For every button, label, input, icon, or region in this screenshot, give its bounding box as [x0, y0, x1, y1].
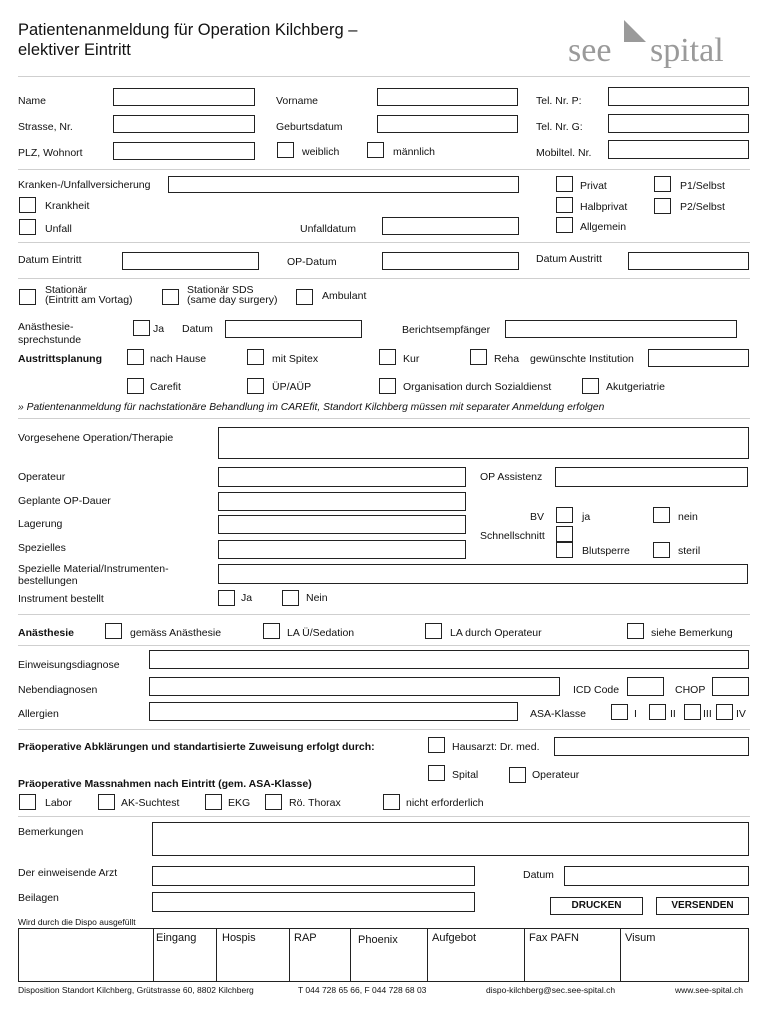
dispo-column-divider — [427, 928, 428, 982]
dispo-column-eingang: Eingang — [156, 932, 197, 944]
siehe-bemerkung-label: siehe Bemerkung — [651, 627, 733, 639]
dispo-column-divider — [289, 928, 290, 982]
logo-sail-icon — [622, 18, 648, 48]
name-input[interactable] — [113, 88, 255, 106]
op-dauer-label: Geplante OP-Dauer — [18, 495, 111, 507]
datum-eintritt-label: Datum Eintritt — [18, 254, 82, 266]
plz-input[interactable] — [113, 142, 255, 160]
spital-label: Spital — [452, 769, 479, 781]
dispo-column-divider — [524, 928, 525, 982]
ak-suchtest-checkbox[interactable] — [98, 794, 115, 810]
see-spital-logo — [566, 16, 756, 69]
privat-label: Privat — [580, 180, 607, 192]
operateur-input[interactable] — [218, 467, 466, 487]
carefit-label: Carefit — [150, 381, 181, 393]
anaesthesie-sprechstunde-label: Anästhesie- — [18, 321, 74, 333]
gemaess-anaesthesie-label: gemäss Anästhesie — [130, 627, 222, 639]
ja-label: ja — [582, 511, 591, 523]
title-line-2: elektiver Eintritt — [18, 41, 131, 59]
carefit-note: » Patientenanmeldung für nachstationäre Behandlung im CAREfit, Standort Kilchberg müssen mit separater Anmeldung erfolgen — [18, 402, 605, 413]
op-assistenz-label: OP Assistenz — [480, 471, 543, 483]
page-title — [18, 20, 357, 60]
dispo-column-hospis: Hospis — [222, 932, 256, 944]
p2-label: P2/Selbst — [680, 201, 725, 213]
divider — [18, 614, 750, 615]
strasse-input[interactable] — [113, 115, 255, 133]
spezielles-label: Spezielles — [18, 542, 66, 554]
footer-address: Disposition Standort Kilchberg, Grütstrasse 60, 8802 Kilchberg — [18, 985, 254, 995]
instrument-ja-checkbox[interactable] — [218, 590, 235, 606]
ekg-label: EKG — [228, 797, 251, 809]
kur-label: Kur — [403, 353, 420, 365]
divider — [18, 816, 750, 817]
sds-label: Stationär SDS — [187, 284, 254, 296]
einweisender-arzt-input[interactable] — [152, 866, 475, 886]
uep-checkbox[interactable] — [247, 378, 264, 394]
mit-spitex-label: mit Spitex — [272, 353, 319, 365]
asa-i-checkbox[interactable] — [611, 704, 628, 720]
bv-checkbox[interactable] — [556, 507, 573, 523]
op-datum-input[interactable] — [382, 252, 519, 270]
gewuenschte-institution-input[interactable] — [648, 349, 749, 367]
blutsperre-label: Blutsperre — [582, 545, 630, 557]
divider — [18, 418, 750, 419]
name-label: Name — [18, 95, 47, 107]
op-datum-label: OP-Datum — [287, 256, 337, 268]
beilagen-input[interactable] — [152, 892, 475, 912]
allgemein-label: Allgemein — [580, 221, 627, 233]
p1-checkbox[interactable] — [654, 176, 671, 192]
anaesthesie-sprechstunde-sub-label: sprechstunde — [18, 334, 82, 346]
spital-checkbox[interactable] — [428, 765, 445, 781]
dispo-column-phoenix: Phoenix — [358, 934, 398, 946]
logo-text-see: see — [568, 32, 612, 69]
tel-p-label: Tel. Nr. P: — [536, 95, 582, 107]
divider — [18, 242, 750, 243]
reha-label: Reha — [494, 353, 520, 365]
asa-iii-checkbox[interactable] — [684, 704, 701, 720]
mobiltel-label: Mobiltel. Nr. — [536, 147, 592, 159]
preop-operateur-checkbox[interactable] — [509, 767, 526, 783]
tel-g-input[interactable] — [608, 114, 749, 133]
weiblich-label: weiblich — [302, 146, 340, 158]
akutgeriatrie-checkbox[interactable] — [582, 378, 599, 394]
krankheit-label: Krankheit — [45, 200, 90, 212]
hausarzt-input[interactable] — [554, 737, 749, 756]
footer-web[interactable]: www.see-spital.ch — [675, 985, 744, 995]
nebendiagnosen-label: Nebendiagnosen — [18, 684, 98, 696]
spezielles-input[interactable] — [218, 540, 466, 559]
material-sub-label: bestellungen — [18, 575, 78, 587]
sds-sub-label: (same day surgery) — [187, 294, 278, 306]
sds-checkbox[interactable] — [162, 289, 179, 305]
einweisungsdiagnose-label: Einweisungsdiagnose — [18, 659, 120, 671]
allergien-input[interactable] — [149, 702, 518, 721]
datum-austritt-label: Datum Austritt — [536, 253, 602, 265]
p2-checkbox[interactable] — [654, 198, 671, 214]
steril-checkbox[interactable] — [653, 542, 670, 558]
roe-thorax-checkbox[interactable] — [265, 794, 282, 810]
vorname-label: Vorname — [276, 95, 319, 107]
asa-klasse-label: ASA-Klasse — [530, 708, 587, 720]
anaesthesie-ja-label: Ja — [153, 323, 165, 335]
dispo-column-divider — [153, 928, 154, 982]
sozialdienst-checkbox[interactable] — [379, 378, 396, 394]
dispo-column-fax-pafn: Fax PAFN — [529, 932, 579, 944]
dispo-caption: Wird durch die Dispo ausgefüllt — [18, 917, 136, 927]
akutgeriatrie-label: Akutgeriatrie — [606, 381, 665, 393]
vorgesehene-operation-input[interactable] — [218, 427, 749, 459]
icd-code-input[interactable] — [627, 677, 664, 696]
lagerung-input[interactable] — [218, 515, 466, 534]
berichtsempfaenger-label: Berichtsempfänger — [402, 324, 491, 336]
anaesthesie-datum-label: Datum — [182, 323, 213, 335]
anaesthesie-ja-checkbox[interactable] — [133, 320, 150, 336]
versicherung-input[interactable] — [168, 176, 519, 193]
preop-operateur-label: Operateur — [532, 769, 580, 781]
stationaer-sub-label: (Eintritt am Vortag) — [45, 294, 133, 306]
gewuenschte-institution-label: gewünschte Institution — [530, 353, 634, 365]
ambulant-label: Ambulant — [322, 290, 367, 302]
dispo-column-visum: Visum — [625, 932, 656, 944]
reha-checkbox[interactable] — [470, 349, 487, 365]
instrument-nein-label: Nein — [306, 592, 328, 604]
asa-iv-label: IV — [736, 708, 746, 720]
unfalldatum-input[interactable] — [382, 217, 519, 235]
schnellschnitt-label: Schnellschnitt — [480, 530, 545, 542]
mit-spitex-checkbox[interactable] — [247, 349, 264, 365]
chop-input[interactable] — [712, 677, 749, 696]
labor-label: Labor — [45, 797, 72, 809]
la-sedation-checkbox[interactable] — [263, 623, 280, 639]
material-label: Spezielle Material/Instrumenten- — [18, 563, 169, 575]
geburtsdatum-input[interactable] — [377, 115, 518, 133]
privat-checkbox[interactable] — [556, 176, 573, 192]
op-dauer-input[interactable] — [218, 492, 466, 511]
datum-label: Datum — [523, 869, 554, 881]
hausarzt-checkbox[interactable] — [428, 737, 445, 753]
ambulant-checkbox[interactable] — [296, 289, 313, 305]
steril-label: steril — [678, 545, 701, 557]
hausarzt-label: Hausarzt: Dr. med. — [452, 741, 540, 753]
operateur-label: Operateur — [18, 471, 66, 483]
nicht-erforderlich-label: nicht erforderlich — [406, 797, 484, 809]
dispo-column-divider — [350, 928, 351, 982]
versicherung-label: Kranken-/Unfallversicherung — [18, 179, 151, 191]
divider — [18, 76, 750, 77]
ekg-checkbox[interactable] — [205, 794, 222, 810]
divider — [18, 278, 750, 279]
logo-text-spital: spital — [650, 32, 724, 69]
siehe-bemerkung-checkbox[interactable] — [627, 623, 644, 639]
labor-checkbox[interactable] — [19, 794, 36, 810]
asa-ii-label: II — [670, 708, 676, 720]
bv-label: BV — [530, 511, 545, 523]
divider — [18, 645, 750, 646]
divider — [18, 729, 750, 730]
nein-label: nein — [678, 511, 698, 523]
unfalldatum-label: Unfalldatum — [300, 223, 357, 235]
dispo-column-divider — [620, 928, 621, 982]
dispo-column-rap: RAP — [294, 932, 317, 944]
la-sedation-label: LA Ü/Sedation — [287, 627, 355, 639]
bemerkungen-input[interactable] — [152, 822, 749, 856]
asa-iii-label: III — [703, 708, 712, 720]
plz-label: PLZ, Wohnort — [18, 147, 83, 159]
nicht-erforderlich-checkbox[interactable] — [383, 794, 400, 810]
vorgesehene-operation-label: Vorgesehene Operation/Therapie — [18, 432, 174, 444]
krankheit-checkbox[interactable] — [19, 197, 36, 213]
nebendiagnosen-input[interactable] — [149, 677, 560, 696]
carefit-checkbox[interactable] — [127, 378, 144, 394]
abklaerungen-label: Präoperative Abklärungen und standartisierte Zuweisung erfolgt durch: — [18, 741, 375, 753]
title-line-1: Patientenanmeldung für Operation Kilchberg – — [18, 21, 358, 39]
maennlich-label: männlich — [393, 146, 436, 158]
unfall-checkbox[interactable] — [19, 219, 36, 235]
austrittsplanung-label: Austrittsplanung — [18, 353, 102, 365]
kur-checkbox[interactable] — [379, 349, 396, 365]
halbprivat-checkbox[interactable] — [556, 197, 573, 213]
material-input[interactable] — [218, 564, 748, 584]
versenden-button[interactable]: VERSENDEN — [656, 897, 749, 915]
chop-label: CHOP — [675, 684, 706, 696]
anaesthesie-label: Anästhesie — [18, 627, 75, 639]
stationaer-label: Stationär — [45, 284, 88, 296]
maennlich-checkbox[interactable] — [367, 142, 384, 158]
nach-hause-checkbox[interactable] — [127, 349, 144, 365]
instrument-nein-checkbox[interactable] — [282, 590, 299, 606]
datum-input[interactable] — [564, 866, 749, 886]
datum-eintritt-input[interactable] — [122, 252, 259, 270]
blutsperre-checkbox[interactable] — [556, 542, 573, 558]
massnahmen-label: Präoperative Massnahmen nach Eintritt (gem. ASA-Klasse) — [18, 778, 312, 790]
footer-email[interactable]: dispo-kilchberg@sec.see-spital.ch — [486, 985, 616, 995]
footer-phone: T 044 728 65 66, F 044 728 68 03 — [298, 985, 427, 995]
berichtsempfaenger-input[interactable] — [505, 320, 737, 338]
roe-thorax-label: Rö. Thorax — [289, 797, 341, 809]
geburtsdatum-label: Geburtsdatum — [276, 121, 343, 133]
drucken-button[interactable]: DRUCKEN — [550, 897, 643, 915]
nach-hause-label: nach Hause — [150, 353, 207, 365]
tel-g-label: Tel. Nr. G: — [536, 121, 583, 133]
uep-label: ÜP/AÜP — [272, 381, 312, 393]
ak-suchtest-label: AK-Suchtest — [121, 797, 180, 809]
vorname-input[interactable] — [377, 88, 518, 106]
op-assistenz-input[interactable] — [555, 467, 748, 487]
einweisender-arzt-label: Der einweisende Arzt — [18, 867, 118, 879]
weiblich-checkbox[interactable] — [277, 142, 294, 158]
unfall-label: Unfall — [45, 223, 72, 235]
allergien-label: Allergien — [18, 708, 59, 720]
mobiltel-input[interactable] — [608, 140, 749, 159]
la-operateur-checkbox[interactable] — [425, 623, 442, 639]
strasse-label: Strasse, Nr. — [18, 121, 73, 133]
halbprivat-label: Halbprivat — [580, 201, 628, 213]
icd-code-label: ICD Code — [573, 684, 620, 696]
stationaer-checkbox[interactable] — [19, 289, 36, 305]
instrument-ja-label: Ja — [241, 592, 253, 604]
divider — [18, 169, 750, 170]
instrument-bestellt-label: Instrument bestellt — [18, 593, 104, 605]
p1-label: P1/Selbst — [680, 180, 725, 192]
gemaess-anaesthesie-checkbox[interactable] — [105, 623, 122, 639]
beilagen-label: Beilagen — [18, 892, 59, 904]
allgemein-checkbox[interactable] — [556, 217, 573, 233]
dispo-column-divider — [216, 928, 217, 982]
anaesthesie-datum-input[interactable] — [225, 320, 362, 338]
schnellschnitt-checkbox[interactable] — [556, 526, 573, 542]
asa-i-label: I — [634, 708, 637, 720]
lagerung-label: Lagerung — [18, 518, 63, 530]
asa-iv-checkbox[interactable] — [716, 704, 733, 720]
tel-p-input[interactable] — [608, 87, 749, 106]
dispo-column-aufgebot: Aufgebot — [432, 932, 477, 944]
bemerkungen-label: Bemerkungen — [18, 826, 84, 838]
nein-checkbox[interactable] — [653, 507, 670, 523]
sozialdienst-label: Organisation durch Sozialdienst — [403, 381, 552, 393]
la-operateur-label: LA durch Operateur — [450, 627, 542, 639]
einweisungsdiagnose-input[interactable] — [149, 650, 749, 669]
datum-austritt-input[interactable] — [628, 252, 749, 270]
asa-ii-checkbox[interactable] — [649, 704, 666, 720]
